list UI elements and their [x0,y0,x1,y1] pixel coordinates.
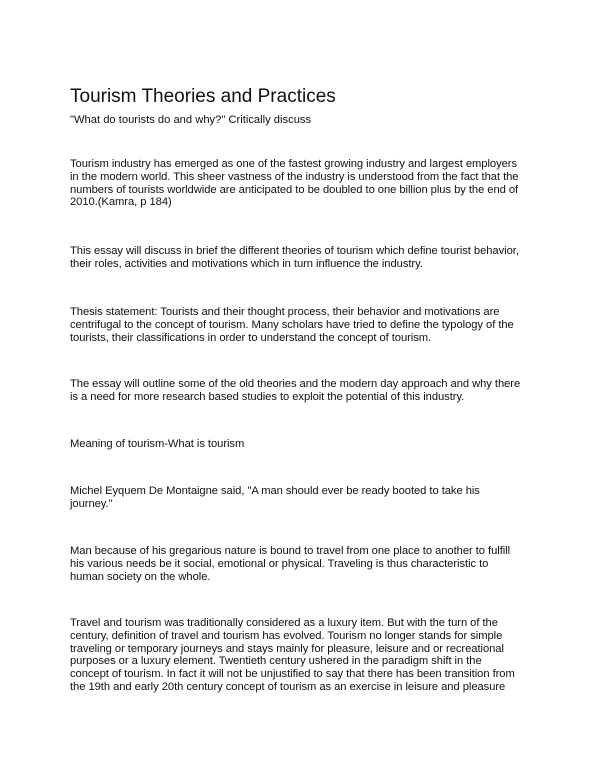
document-title: Tourism Theories and Practices [70,86,336,107]
paragraph-montaigne-quote: Michel Eyquem De Montaigne said, "A man should ever be ready booted to take his journey." [70,485,480,510]
paragraph-gregarious-nature: Man because of his gregarious nature is bound to travel from one place to another to fulfill his various needs be it social, emotional or physical. Traveling is thus characteristic to human society on the whole. [70,545,511,583]
paragraph-intro: Tourism industry has emerged as one of the fastest growing industry and largest employers in the modern world. This sheer vastness of the industry is understood from the fact that the numbers of tourists worldwide are anticipated to be doubled to one billion plus by the end of 2010.(Kamra, p 184) [70,158,519,209]
paragraph-essay-outline: The essay will outline some of the old theories and the modern day approach and why there is a need for more research based studies to exploit the potential of this industry. [70,378,521,403]
paragraph-thesis-statement: Thesis statement: Tourists and their thought process, their behavior and motivations are centrifugal to the concept of tourism. Many scholars have tried to define the typology of the tourists, their classifications in order to understand the concept of tourism. [70,306,514,344]
paragraph-travel-evolution: Travel and tourism was traditionally considered as a luxury item. But with the turn of the century, definition of travel and tourism has evolved. Tourism no longer stands for simple traveling or temporary journeys and stays mainly for pleasure, leisure and or recreational purposes or a luxury element. Twentieth century ushered in the paradigm shift in the concept of tourism. In fact it will not be unjustified to say that there has been transition from the 19th and early 20th century concept of tourism as an exercise in leisure and pleasure [70,617,515,693]
paragraph-essay-scope: This essay will discuss in brief the different theories of tourism which define tourist behavior, their roles, activities and motivations which in turn influence the industry. [70,245,519,270]
section-heading-meaning-of-tourism: Meaning of tourism-What is tourism [70,438,245,450]
document-subtitle: "What do tourists do and why?" Critically discuss [70,114,312,126]
